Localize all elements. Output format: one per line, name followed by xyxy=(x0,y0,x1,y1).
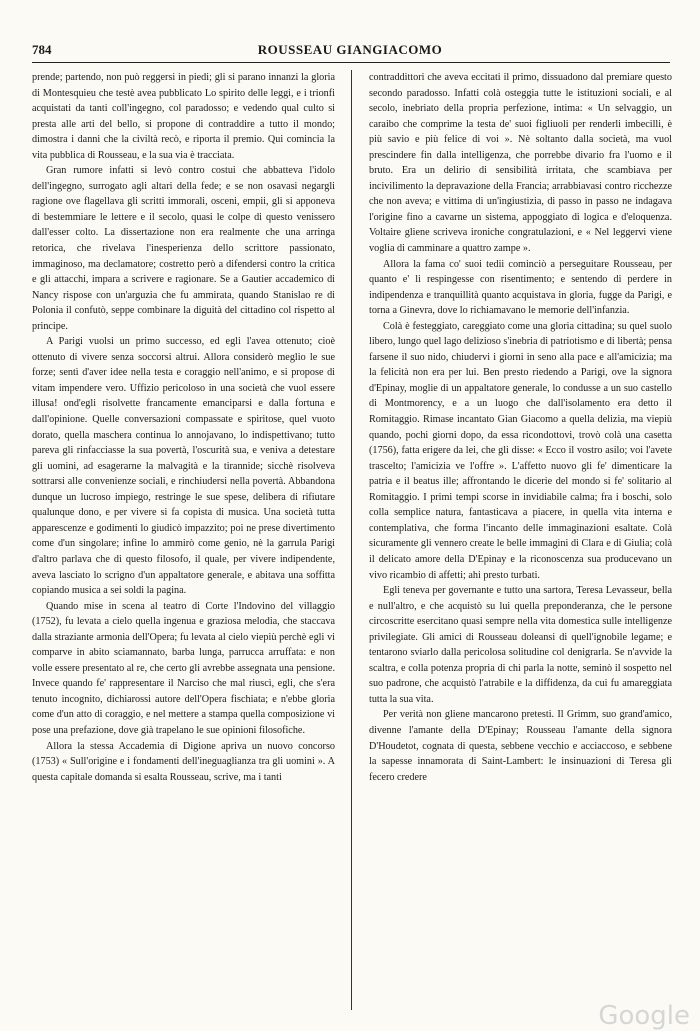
paragraph: Colà è festeggiato, careggiato come una gloria cittadina; su quel suolo libero, lungo quel lago delizioso s'inebria di patriotismo e di libertà; pensa farsene il suo nido, chiudervi i giorni in seno alla pace e all'amicizia; ma la felicità non era per lui. Ben presto riedendo a Parigi, ove la signora d'Epinay, moglie di un appaltatore generale, lo condusse a un suo castello di Montmorency, e a un luogo che dall'isolamento era detto il Romitaggio. Rimase incantato Gian Giacomo a quella delizia, ma viepiù quando, pochi giorni dopo, da essa ricondottovi, trovò colà una casetta (1756), fatta erigere da lei, che gli disse: « Ecco il vostro asilo; voi l'avete trascelto; l'amicizia ve l'offre ». L'affetto nuovo gli fe' dimenticare la patria e il beatus ille; affrontando le dicerie del mondo si fe' solitario al Romitaggio. I primi tempi scorse in invidiabile calma; fra i boschi, solo colla semplice natura, fantasticava a piacere, in quella vita interna e contemplativa, che forma l'incanto delle immaginazioni esaltate. Colà sicuramente gli vennero create le belle immagini di Clara e di Giulia; colà il delicato amore della D'Epinay e la riconoscenza sua producevano un vivo ricambio di affetti; ahi presto turbati. xyxy=(369,320,672,581)
paragraph: A Parigi vuolsi un primo successo, ed egli l'avea ottenuto; cioè ottenuto di vivere senza soccorsi altrui. Allora considerò meglio le sue forze; sentì d'aver idee nella testa e coraggio nell'animo, e si propose di vitam impendere vero. Uffizio pericoloso in una società che vuol essere illusa! ond'egli risolvette francamente emanciparsi e dalla fortuna e dall'opinione. Quelle conversazioni compassate e spiritose, quel vuoto dorato, quella maschera continua lo annojavano, lo indispettivano; tutto pareva gli rinfacciasse la sua povertà, l'oscurità sua, e veniva a detestare gli uomini, ad esagerarne la malvagità e la tirannide; sicchè risolveva sottrarsi alle convenienze sociali, e rinchiudersi nella povertà. Abbandona dunque un lucroso impiego, restringe le sue spese, delibera di rifiutare qualunque dono, e per vivere si fa copista di musica. Una società tutta apparescenze e godimenti lo giudicò impazzito; poi ne prese divertimento come d'un singolare; infine lo ammirò come genio, nè la garrula Parigi d'altro parlava che di questo filosofo, il quale, per vivere indipendente, aveva lasciato lo scrigno d'un appaltatore generale, e abitava una soffitta copiando musica a sei soldi la pagina. xyxy=(32,336,335,597)
running-title: ROUSSEAU GIANGIACOMO xyxy=(257,42,443,57)
paragraph: contraddittori che aveva eccitati il primo, dissuadono dal premiare questo secondo paradosso. Infatti colà osteggia tutte le istituzioni sociali, e al secolo, inebriato della propria perfezione, intima: « Un selvaggio, un caraibo che comprime la testa de' suoi figliuoli per renderli imbecilli, è più savio e più felice di voi ». Nè soltanto dalla società, ma vuol prescindere fin dalla intelligenza, che porrebbe divario fra l'uomo e il bruto. Era un delirio di sensibilità irritata, che scambiava per incivilimento la depravazione della Francia; arrabbiavasi contro ricchezze che non aveva; e vittima di un'ingiustizia, di passo in passo ne indagava l'origine fino a cavarne un sistema, appoggiato di logica e d'eloquenza. Voltaire gliene scriveva ironiche congratulazioni, e « Nel leggervi viene voglia di camminare a quattro zampe ». xyxy=(369,72,672,255)
right-column xyxy=(369,70,672,1010)
watermark-logo: Google xyxy=(598,1001,690,1031)
paragraph: Quando mise in scena al teatro di Corte l'Indovino del villaggio (1752), fu levata a cielo quella ingenua e graziosa melodia, che staccava dalla straziante armonia dell'Opera; fu levata al cielo viepiù perchè egli vi comparve in abito sciamannato, barba lunga, parrucca arruffata: e non volle essere presentato al re, che certo gli avrebbe assegnata una pensione. Invece quando fe' rappresentare il Narciso che mal riuscì, egli, che s'era tenuto incognito, dichiarossi autore dell'Opera fischiata; e n'ebbe gloria come d'un atto di coraggio, e nel mettere a stampa quella composizione vi pose una prefazione, dove già trapelano le sue opinioni filosofiche. xyxy=(32,600,335,736)
paragraph: Gran rumore infatti si levò contro costui che abbatteva l'idolo dell'ingegno, surrogato agli altari della fede; e se non osavasi negargli ragione ove flagellava gli scritti immorali, osceni, empii, gli si apponeva di bestemmiare le lettere e il secolo, quasi le colpe di questo venissero dall'esser colto. La dissertazione non era realmente che una arringa retorica, che rivelava l'inesperienza dello scrittore passionato, immaginoso, ma declamatore; costretto però a difendersi contro la critica e gli attacchi, impara a scrivere e ragionare. Se a Gautier accademico di Nancy rispose con un'arguzia che fu ammirata, quando Stanislao re di Polonia il confutò, seppe combinare la diguità del cittadino col rispetto al principe. xyxy=(32,165,335,332)
column-divider xyxy=(351,70,352,1010)
paragraph: prende; partendo, non può reggersi in piedi; gli si parano innanzi la gloria di Montesquieu che testè avea pubblicato Lo spirito delle leggi, e i trionfi acquistati da tanti coll'ingegno, col paradosso; e vedendo qual culto si presta alle arti del bello, si propone di contraddire a tutto il mondo; dimostra i danni che la civiltà recò, e riporta il premio. Qui comincia la vita pubblica di Rousseau, e la sua via è tracciata. xyxy=(32,72,335,161)
paragraph: Allora la fama co' suoi tedii cominciò a perseguitare Rousseau, per quanto e' li respingesse con risentimento; e sentendo di perdere in indipendenza e tranquillità quanto acquistava in gloria, fugge da Parigi, e torna a Ginevra, dove lo richiamavano le memorie dell'infanzia. xyxy=(369,258,672,317)
page-number: 784 xyxy=(32,42,52,57)
paragraph: Allora la stessa Accademia di Digione apriva un nuovo concorso (1753) « Sull'origine e i fondamenti dell'ineguaglianza tra gli uomini ». A questa capitale domanda si esalta Rousseau, scrive, ma i tanti xyxy=(32,740,335,783)
header-rule xyxy=(32,62,670,63)
paragraph: Egli teneva per governante e tutto una sartora, Teresa Levasseur, bella e null'altro, e che acquistò su lui quella preponderanza, che le persone circoscritte esercitano quasi sempre nella vita domestica sulle intelligenze privilegiate. Gli amici di Rousseau doleansi di quell'ignobile legame; e tentarono sviarlo dalla pericolosa solitudine col denigrarla. Se n'avvide la scaltra, e colla potenza propria di chi parla la notte, seminò il sospetto nel suo padrone, che acquistò l'atrabile e la diffidenza, da cui fu amareggiata tutta la sua vita. xyxy=(369,585,672,705)
left-column xyxy=(32,70,335,1010)
paragraph: Per verità non gliene mancarono pretesti. Il Grimm, suo grand'amico, divenne l'amante della D'Epinay; Rousseau l'amante della signora D'Houdetot, cognata di questa, sebbene vecchio e acciaccoso, e sebbene la sapesse innamorata di Saint-Lambert: le insinuazioni di Teresa gli fecero credere xyxy=(369,709,672,783)
